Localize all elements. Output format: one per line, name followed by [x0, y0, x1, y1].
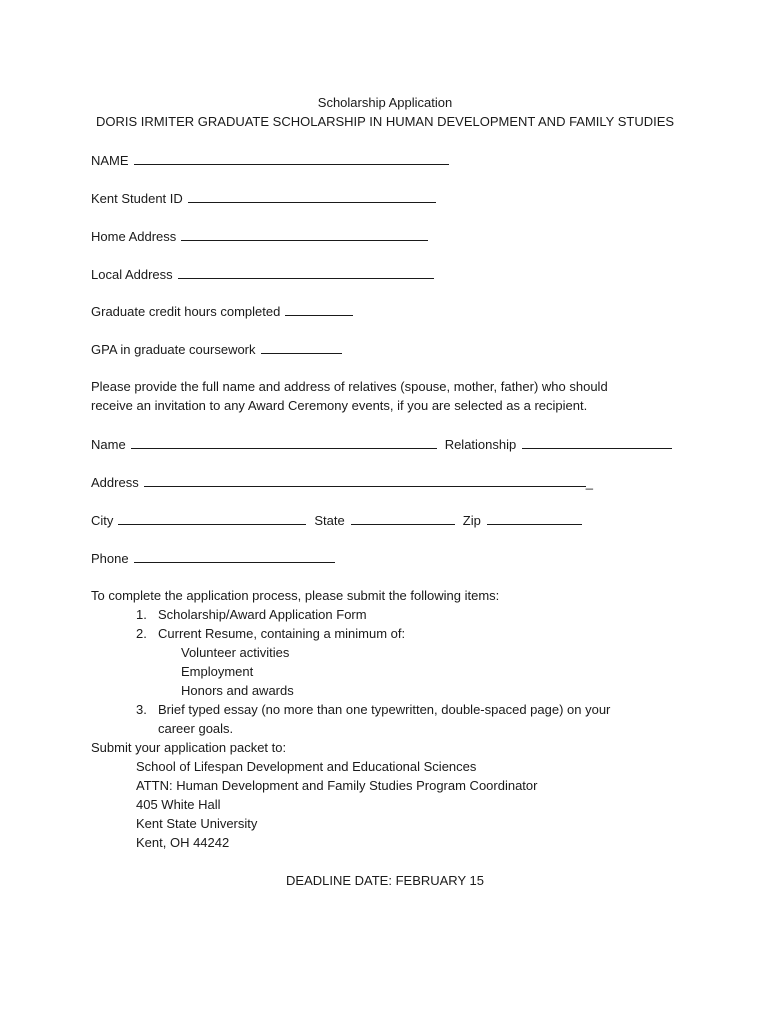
- relative-address-row: [91, 474, 593, 491]
- relatives-instructions-line1: Please provide the full name and address of relatives (spouse, mother, father) who should: [91, 379, 608, 394]
- submission-intro: To complete the application process, please submit the following items:: [91, 588, 500, 603]
- credit-hours-row: [91, 303, 353, 320]
- relative-name-field[interactable]: [131, 436, 437, 449]
- mailing-address-line: Kent State University: [136, 816, 258, 831]
- list-item-2-number: 2.: [136, 626, 147, 641]
- resume-subitem: Honors and awards: [181, 683, 294, 698]
- name-label: NAME: [91, 153, 129, 168]
- list-item-1-number: 1.: [136, 607, 147, 622]
- mailing-address-line: Kent, OH 44242: [136, 835, 230, 850]
- relatives-instructions-line2: receive an invitation to any Award Ceremony events, if you are selected as a recipient.: [91, 398, 588, 413]
- relative-name-label: Name: [91, 437, 126, 452]
- mailing-address-line: School of Lifespan Development and Educational Sciences: [136, 759, 477, 774]
- local-address-field[interactable]: [178, 266, 434, 279]
- mailing-address-line: 405 White Hall: [136, 797, 221, 812]
- state-field[interactable]: [351, 512, 455, 525]
- student-id-field[interactable]: [188, 190, 436, 203]
- phone-field[interactable]: [134, 550, 335, 563]
- list-item-3-number: 3.: [136, 702, 147, 717]
- home-address-label: Home Address: [91, 229, 177, 244]
- relative-address-trailing: _: [585, 475, 593, 490]
- relationship-field[interactable]: [522, 436, 672, 449]
- home-address-row: [91, 228, 428, 245]
- mailing-address-line: ATTN: Human Development and Family Studies Program Coordinator: [136, 778, 538, 793]
- list-item-1: Scholarship/Award Application Form: [158, 607, 367, 622]
- relative-address-label: Address: [91, 475, 139, 490]
- zip-label: Zip: [462, 513, 481, 528]
- gpa-label: GPA in graduate coursework: [91, 342, 256, 357]
- local-address-row: [91, 266, 434, 283]
- phone-row: [91, 550, 335, 567]
- city-label: City: [91, 513, 114, 528]
- student-id-label: Kent Student ID: [91, 191, 183, 206]
- name-row: [91, 152, 449, 169]
- list-item-2: Current Resume, containing a minimum of:: [158, 626, 406, 641]
- zip-field[interactable]: [487, 512, 582, 525]
- city-state-zip-row: [91, 512, 582, 529]
- gpa-row: [91, 341, 342, 358]
- credit-hours-field[interactable]: [285, 303, 353, 316]
- student-id-row: [91, 190, 436, 207]
- phone-label: Phone: [91, 551, 129, 566]
- deadline: DEADLINE DATE: FEBRUARY 15: [286, 873, 484, 888]
- list-item-3: Brief typed essay (no more than one typewritten, double-spaced page) on your: [158, 702, 611, 717]
- city-field[interactable]: [118, 512, 306, 525]
- resume-subitem: Volunteer activities: [181, 645, 290, 660]
- relative-name-row: [91, 436, 672, 453]
- home-address-field[interactable]: [181, 228, 428, 241]
- state-label: State: [314, 513, 345, 528]
- gpa-field[interactable]: [261, 341, 342, 354]
- relative-address-field[interactable]: [144, 474, 586, 487]
- relationship-label: Relationship: [444, 437, 517, 452]
- name-field[interactable]: [134, 152, 449, 165]
- resume-subitem: Employment: [181, 664, 254, 679]
- local-address-label: Local Address: [91, 267, 173, 282]
- credit-hours-label: Graduate credit hours completed: [91, 304, 281, 319]
- list-item-3-continued: career goals.: [158, 721, 234, 736]
- packet-intro: Submit your application packet to:: [91, 740, 287, 755]
- page-subtitle: DORIS IRMITER GRADUATE SCHOLARSHIP IN HUMAN DEVELOPMENT AND FAMILY STUDIES: [95, 114, 675, 129]
- page-title: Scholarship Application: [317, 95, 453, 110]
